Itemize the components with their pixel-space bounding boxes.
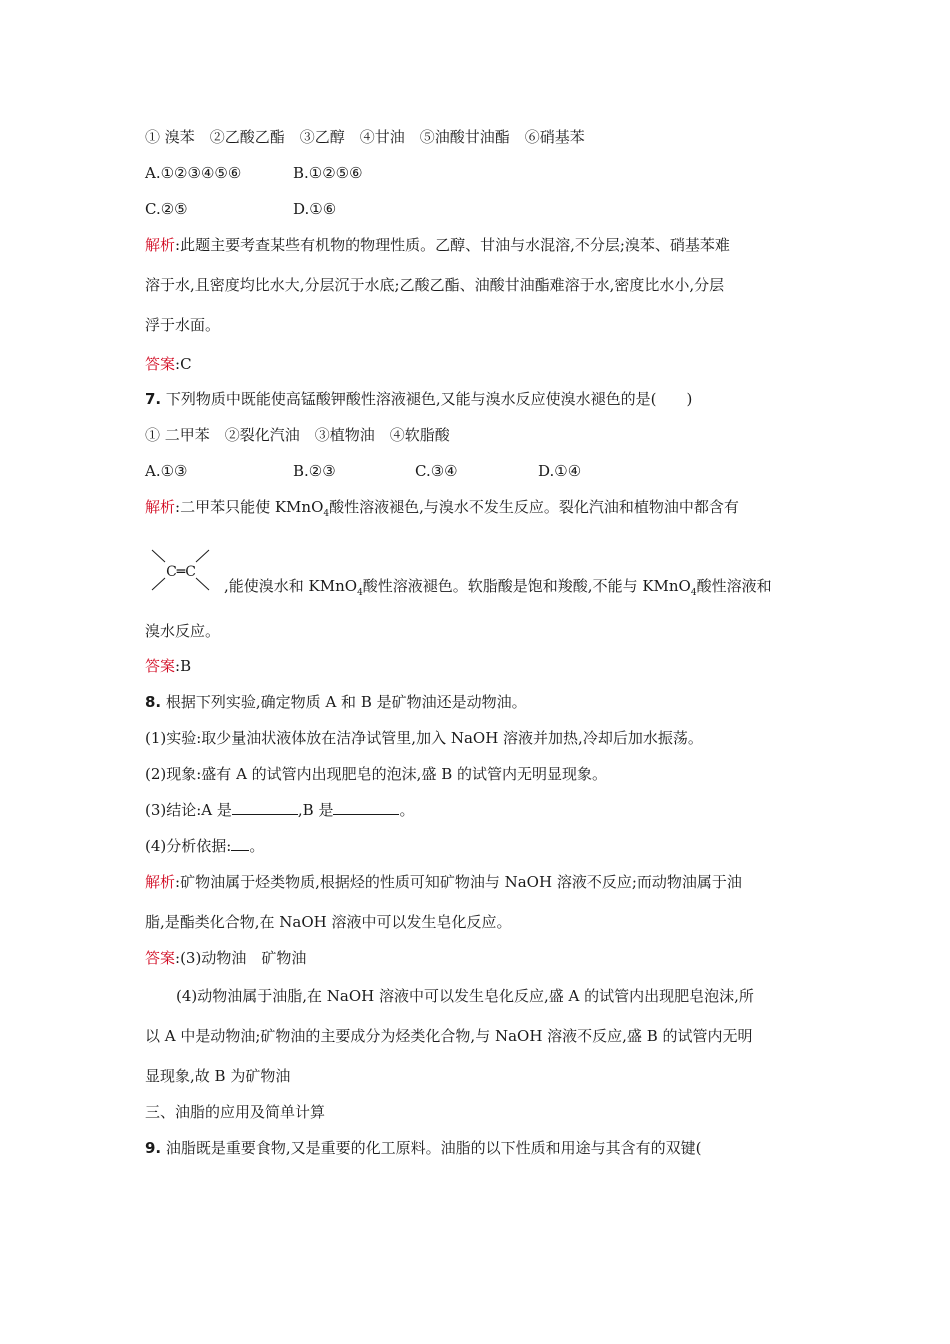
bond-upper-right [196,550,209,562]
q7-analysis-line-3: 溴水反应。 [145,622,221,640]
q7-analysis-line-2 [224,576,772,603]
q6-answer-label: 答案 [145,355,176,373]
q8-number: 8. [145,693,162,711]
q7-answer-label: 答案 [145,657,176,675]
q6-analysis-line-2: 溶于水,且密度均比水大,分层沉于水底;乙酸乙酯、油酸甘油酯难溶于水,密度比水小,分层 [145,276,725,294]
q7-option-a: A.①③ [145,462,188,480]
q8-step-3-text-c: 。 [399,801,415,819]
q6-analysis-text-1: :此题主要考查某些有机物的物理性质。乙醇、甘油与水混溶,不分层;溴苯、硝基苯难 [175,236,730,254]
q7-option-c: C.③④ [415,462,458,480]
q7-items: ① 二甲苯 ②裂化汽油 ③植物油 ④软脂酸 [145,426,450,444]
q8-answer-line-4: 显现象,故 B 为矿物油 [145,1067,291,1085]
q8-step-1: (1)实验:取少量油状液体放在洁净试管里,加入 NaOH 溶液并加热,冷却后加水振荡。 [145,729,703,747]
q8-analysis-text-1: :矿物油属于烃类物质,根据烃的性质可知矿物油与 NaOH 溶液不反应;而动物油属于油 [175,873,742,891]
q8-answer-text-1: :(3)动物油 矿物油 [175,949,307,967]
q8-step-3-text-b: ,B 是 [297,801,334,819]
q8-step-3 [145,800,414,820]
q7-stem-text: 下列物质中既能使高锰酸钾酸性溶液褪色,又能与溴水反应使溴水褪色的是( ) [161,390,693,408]
q8-answer-line-1 [145,948,306,968]
q8-stem [145,692,527,712]
q8-analysis-label: 解析 [145,873,176,891]
q6-items: ① 溴苯 ②乙酸乙酯 ③乙醇 ④甘油 ⑤油酸甘油酯 ⑥硝基苯 [145,128,585,146]
q7-stem [145,389,692,409]
bond-lower-right [196,578,209,590]
q6-option-d: D.①⑥ [293,200,337,218]
q8-answer-label: 答案 [145,949,176,967]
q8-blank-a[interactable] [232,800,298,815]
section-3-title: 三、油脂的应用及简单计算 [145,1103,326,1121]
q7-analysis-sub-2a: 4 [357,588,363,598]
q7-option-b: B.②③ [293,462,336,480]
q8-step-4-text-a: (4)分析依据: [145,837,232,855]
q7-analysis-text-2c: 酸性溶液和 [696,577,772,595]
q8-analysis-line-1 [145,872,742,892]
q7-answer-value: :B [175,657,192,675]
q8-answer-line-2: (4)动物油属于油脂,在 NaOH 溶液中可以发生皂化反应,盛 A 的试管内出现肥皂泡沫,所 [176,987,754,1005]
bond-lower-left [152,578,165,590]
q8-blank-c[interactable] [231,836,249,851]
alkene-double-bond-structure [145,548,217,594]
q7-analysis-text-2b: 酸性溶液褪色。软脂酸是饱和羧酸,不能与 KMnO [362,577,691,595]
q8-step-2: (2)现象:盛有 A 的试管内出现肥皂的泡沫,盛 B 的试管内无明显现象。 [145,765,607,783]
q8-blank-b[interactable] [333,800,399,815]
q7-analysis-line-1 [145,497,739,524]
q7-analysis-text-1a: :二甲苯只能使 KMnO [175,498,324,516]
q7-option-d: D.①④ [538,462,582,480]
q6-option-a: A.①②③④⑤⑥ [145,164,242,182]
q7-analysis-text-1b: 酸性溶液褪色,与溴水不发生反应。裂化汽油和植物油中都含有 [329,498,739,516]
q7-analysis-label: 解析 [145,498,176,516]
q8-step-4 [145,836,264,856]
q6-analysis-line-1 [145,235,730,255]
q6-answer-value: :C [175,355,192,373]
q8-step-3-text-a: (3)结论:A 是 [145,801,232,819]
q6-answer [145,354,192,374]
q7-analysis-text-2a: ,能使溴水和 KMnO [224,577,358,595]
q9-stem-text: 油脂既是重要食物,又是重要的化工原料。油脂的以下性质和用途与其含有的双键( [161,1139,702,1157]
q6-option-b: B.①②⑤⑥ [293,164,363,182]
q8-answer-line-3: 以 A 中是动物油;矿物油的主要成分为烃类化合物,与 NaOH 溶液不反应,盛 B 的试管内无明 [145,1027,753,1045]
q6-analysis-label: 解析 [145,236,176,254]
q7-analysis-sub-1: 4 [323,509,330,519]
q8-stem-text: 根据下列实验,确定物质 A 和 B 是矿物油还是动物油。 [161,693,527,711]
q9-stem [145,1138,702,1158]
q6-option-c: C.②⑤ [145,200,188,218]
q8-step-4-text-b: 。 [249,837,265,855]
formula-text: C═C [166,564,196,580]
q7-number: 7. [145,390,162,408]
q6-analysis-line-3: 浮于水面。 [145,316,221,334]
q9-number: 9. [145,1139,162,1157]
q7-analysis-sub-2b: 4 [690,588,697,598]
bond-upper-left [152,550,165,562]
q7-answer [145,656,191,676]
q8-analysis-line-2: 脂,是酯类化合物,在 NaOH 溶液中可以发生皂化反应。 [145,913,512,931]
